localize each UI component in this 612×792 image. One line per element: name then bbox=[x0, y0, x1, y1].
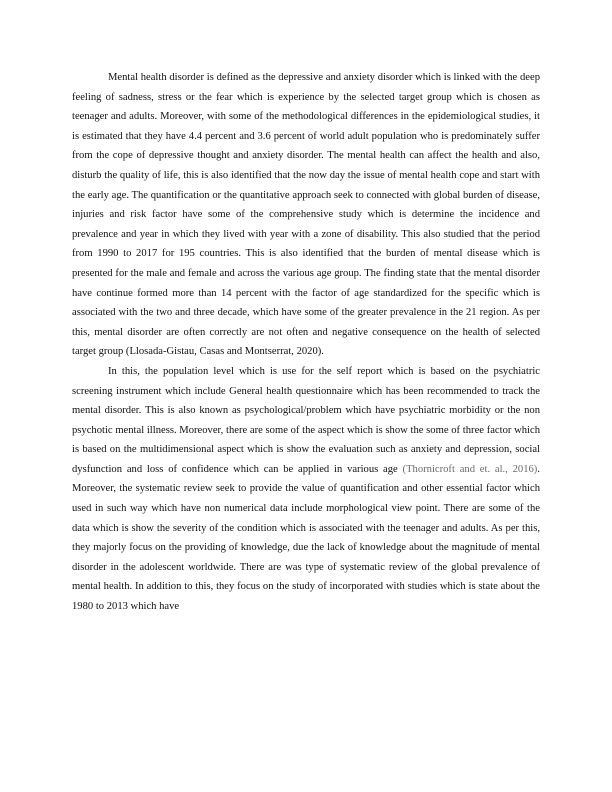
paragraph-1: Mental health disorder is defined as the depressive and anxiety disorder which is linked with the deep feeling of sadness, stress or the fear which is experience by the selected target group which is chosen as teenager and adults. Moreover, with some of the methodological differences in the epidemiological studies, it is estimated that they have 4.4 percent and 3.6 percent of world adult population who is predominately suffer from the cope of depressive thought and anxiety disorder. The mental health can affect the health and also, disturb the quality of life, this is also identified that the now day the issue of mental health cope and start with the early age. The quantification or the quantitative approach seek to connected with global burden of disease, injuries and risk factor have some of the comprehensive study which is determine the incidence and prevalence and year in which they lived with year with a zone of disability. This also studied that the period from 1990 to 2017 for 195 countries. This is also identified that the burden of mental disease which is presented for the male and female and across the various age group. The finding state that the mental disorder have continue formed more than 14 percent with the factor of age standardized for the specific which is associated with the two and three decade, which have some of the greater prevalence in the 21 region. As per this, mental disorder are often correctly are not often and negative consequence on the health of selected target group (Llosada-Gistau, Casas and Montserrat, 2020). bbox=[72, 72, 540, 358]
citation-thornicroft: (Thornicroft and et. al., 2016) bbox=[402, 463, 538, 475]
paragraph-2-text-before: In this, the population level which is use for the self report which is based on the psychiatric screening instrument which include General health questionnaire which has been recommended to track the mental disorder. This is also known as psychological/problem which have psychiatric morbidity or the non psychotic mental illness. Moreover, there are some of the aspect which is show the some of three factor which is based on the multidimensional aspect which is show the evaluation such as anxiety and depression, social dysfunction and loss of confidence which can be applied in various age bbox=[72, 365, 540, 475]
paragraph-2-text-after: . Moreover, the systematic review seek to provide the value of quantification and other essential factor which used in such way which have non numerical data include morphological view point. There are some of the data which is show the severity of the condition which is associated with the teenager and adults. As per this, they majorly focus on the providing of knowledge, due the lack of knowledge about the magnitude of mental disorder in the adolescent worldwide. There are was type of systematic review of the global prevalence of mental health. In addition to this, they focus on the study of incorporated with studies which is state about the 1980 to 2013 which have bbox=[72, 463, 540, 613]
document-body bbox=[72, 68, 540, 617]
paragraph-2 bbox=[72, 362, 540, 617]
